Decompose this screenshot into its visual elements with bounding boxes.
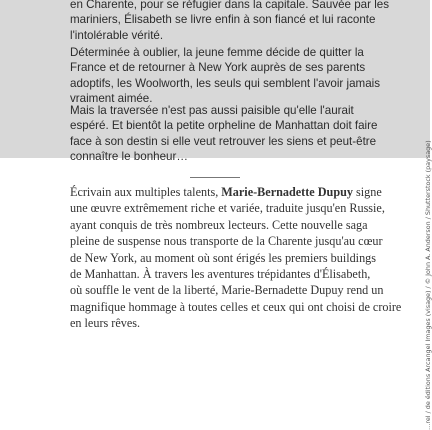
- separator-rule: [190, 177, 240, 178]
- text-line: où souffle le vent de la liberté, Marie-Bernadette Dupuy rend un: [70, 283, 384, 298]
- text-line: espéré. Et bientôt la petite orpheline de Manhattan doit faire: [70, 119, 378, 133]
- text-line: une œuvre extrêmement riche et variée, traduite jusqu'en Russie,: [70, 201, 385, 216]
- text-line: de Manhattan. À travers les aventures trépidantes d'Élisabeth,: [70, 267, 371, 282]
- text-line: de New York, au moment où sont érigés les premiers buildings: [70, 250, 377, 265]
- bio-intro: Écrivain aux multiples talents,: [70, 185, 222, 199]
- text-line: face à son destin si elle veut retrouver les siens et peut-être: [70, 134, 377, 148]
- bio-intro-end: signe: [352, 185, 382, 199]
- text-line: l'intolérable vérité.: [70, 28, 164, 42]
- text-line: mariniers, Élisabeth se livre enfin à son fiancé et lui raconte: [70, 13, 376, 27]
- synopsis-paragraph-3: [70, 103, 377, 165]
- text-line: en Charente, pour se réfugier dans la capitale. Sauvée par les: [70, 0, 390, 11]
- author-bio: [70, 184, 401, 332]
- text-line: Mais la traversée n'est pas aussi paisible qu'elle l'aurait: [70, 104, 354, 117]
- text-line: [70, 184, 401, 200]
- text-line: magnifique hommage à toutes celles et ceux qui ont choisi de croire: [70, 299, 402, 314]
- text-line: connaître le bonheur…: [70, 150, 188, 164]
- synopsis-paragraph-1: [70, 0, 389, 43]
- image-credits: …rel / de éditions Arcangel Images (visage) / © John A. Anderson / Shutterstock (paysage): [424, 140, 432, 430]
- text-line: ayant conquis de très nombreux lecteurs. Cette nouvelle saga: [70, 217, 368, 232]
- synopsis-paragraph-2: [70, 45, 380, 107]
- text-line: en leurs rêves.: [70, 316, 141, 331]
- text-line: Déterminée à oublier, la jeune femme décide de quitter la: [70, 46, 364, 59]
- text-line: adoptifs, les Woolworth, les seuls qui semblent l'avoir jamais: [70, 76, 381, 90]
- text-line: vraiment aimée.: [70, 92, 153, 106]
- author-name: Marie-Bernadette Dupuy: [221, 185, 353, 199]
- synopsis-panel: [0, 0, 430, 164]
- text-line: pleine de suspense nous transporte de la Charente jusqu'au cœur: [70, 234, 383, 249]
- text-line: France et de retourner à New York auprès de ses parents: [70, 61, 366, 75]
